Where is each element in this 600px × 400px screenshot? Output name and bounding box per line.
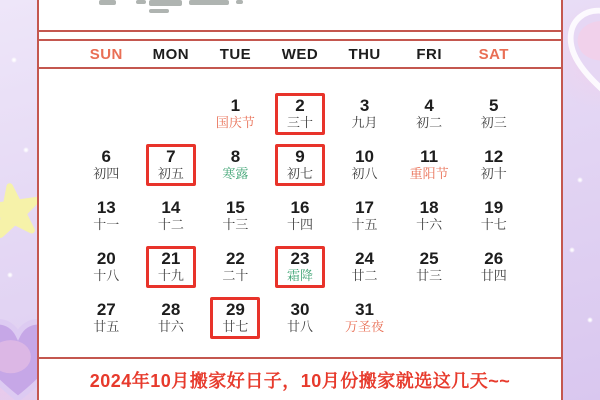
day-lunar-label: 十八 bbox=[93, 267, 120, 283]
day-number: 10 bbox=[355, 146, 375, 166]
calendar-day-4 bbox=[404, 93, 454, 135]
day-number: 4 bbox=[424, 95, 434, 115]
calendar-day-6 bbox=[81, 144, 131, 186]
day-number: 3 bbox=[359, 95, 370, 115]
weekday-thu: THU bbox=[348, 45, 381, 63]
day-lunar-label: 重阳节 bbox=[409, 165, 449, 181]
day-content bbox=[469, 93, 519, 135]
day-number: 25 bbox=[419, 248, 439, 268]
weekday-wed: WED bbox=[281, 45, 319, 63]
day-number: 17 bbox=[355, 197, 375, 217]
day-lunar-label: 十九 bbox=[157, 267, 184, 283]
calendar-day-7 bbox=[146, 144, 196, 186]
banner-text: 2024年10月搬家好日子，10月份搬家就选这几天~~ bbox=[89, 371, 511, 391]
day-content bbox=[404, 246, 454, 288]
calendar-day-2 bbox=[275, 93, 325, 135]
day-number: 24 bbox=[355, 248, 375, 268]
calendar-day-11 bbox=[404, 144, 455, 186]
day-number: 21 bbox=[161, 248, 181, 268]
day-number: 6 bbox=[101, 146, 112, 166]
day-number: 12 bbox=[484, 146, 504, 166]
calendar-day-24 bbox=[340, 246, 390, 288]
day-content bbox=[81, 195, 131, 237]
day-number: 14 bbox=[161, 197, 181, 217]
calendar-day-29 bbox=[210, 297, 260, 339]
day-lunar-label: 霜降 bbox=[286, 267, 313, 283]
day-lunar-label: 廿四 bbox=[480, 267, 507, 283]
day-number: 11 bbox=[420, 146, 439, 166]
day-lunar-label: 初五 bbox=[157, 165, 184, 181]
day-lunar-label: 万圣夜 bbox=[345, 318, 385, 334]
calendar-day-19 bbox=[469, 195, 519, 237]
calendar-day-22 bbox=[210, 246, 260, 288]
day-number: 22 bbox=[225, 248, 245, 268]
day-lunar-label: 二十 bbox=[222, 267, 249, 283]
calendar-day-20 bbox=[81, 246, 131, 288]
day-number: 27 bbox=[96, 299, 116, 319]
weekday-mon: MON bbox=[152, 45, 190, 63]
calendar-day-13 bbox=[81, 195, 131, 237]
calendar-day-10 bbox=[340, 144, 390, 186]
day-lunar-label: 十二 bbox=[157, 216, 184, 232]
calendar-day-30 bbox=[275, 297, 325, 339]
day-content bbox=[275, 195, 325, 237]
day-lunar-label: 廿五 bbox=[93, 318, 120, 334]
day-content bbox=[469, 144, 519, 186]
day-number: 5 bbox=[488, 95, 499, 115]
calendar-day-15 bbox=[210, 195, 260, 237]
day-number: 8 bbox=[230, 146, 241, 166]
calendar-day-27 bbox=[81, 297, 131, 339]
highlighted-day-box bbox=[275, 93, 325, 135]
day-lunar-label: 初三 bbox=[480, 114, 507, 130]
day-content bbox=[210, 195, 260, 237]
calendar-day-12 bbox=[469, 144, 519, 186]
day-number: 26 bbox=[484, 248, 504, 268]
calendar-day-31 bbox=[339, 297, 390, 339]
day-content bbox=[404, 195, 454, 237]
day-content bbox=[275, 297, 325, 339]
divider-line bbox=[39, 30, 561, 32]
calendar-day-25 bbox=[404, 246, 454, 288]
day-number: 19 bbox=[484, 197, 504, 217]
footer-banner bbox=[39, 357, 561, 400]
day-content bbox=[210, 246, 260, 288]
day-lunar-label: 十六 bbox=[416, 216, 443, 232]
highlighted-day-box bbox=[275, 246, 325, 288]
day-number: 18 bbox=[419, 197, 439, 217]
day-content bbox=[146, 297, 196, 339]
day-lunar-label: 国庆节 bbox=[215, 114, 255, 130]
highlighted-day-box bbox=[146, 144, 196, 186]
day-content bbox=[81, 297, 131, 339]
calendar-grid bbox=[74, 88, 526, 343]
day-lunar-label: 初二 bbox=[416, 114, 443, 130]
day-content bbox=[340, 195, 390, 237]
day-content bbox=[340, 246, 390, 288]
day-number: 28 bbox=[161, 299, 181, 319]
day-lunar-label: 廿八 bbox=[286, 318, 313, 334]
calendar-day-21 bbox=[146, 246, 196, 288]
weekday-tue: TUE bbox=[219, 45, 252, 63]
day-content bbox=[339, 297, 390, 339]
calendar-day-1 bbox=[210, 93, 261, 135]
calendar-day-8 bbox=[210, 144, 260, 186]
day-number: 9 bbox=[295, 146, 305, 166]
day-content bbox=[210, 93, 261, 135]
day-lunar-label: 廿三 bbox=[416, 267, 443, 283]
day-number: 29 bbox=[225, 299, 245, 319]
day-number: 7 bbox=[166, 146, 176, 166]
day-number: 31 bbox=[355, 299, 375, 319]
day-lunar-label: 初八 bbox=[351, 165, 378, 181]
day-lunar-label: 初十 bbox=[480, 165, 507, 181]
calendar-day-14 bbox=[146, 195, 196, 237]
weekday-sun: SUN bbox=[89, 45, 123, 63]
day-content bbox=[81, 246, 131, 288]
day-lunar-label: 十五 bbox=[351, 216, 378, 232]
day-lunar-label: 廿六 bbox=[157, 318, 184, 334]
day-content bbox=[146, 195, 196, 237]
day-content bbox=[81, 144, 131, 186]
day-number: 13 bbox=[96, 197, 116, 217]
day-lunar-label: 十七 bbox=[480, 216, 507, 232]
day-lunar-label: 十一 bbox=[93, 216, 120, 232]
day-number: 30 bbox=[290, 299, 310, 319]
day-number: 15 bbox=[225, 197, 245, 217]
day-number: 1 bbox=[230, 95, 241, 115]
day-content bbox=[210, 144, 260, 186]
day-lunar-label: 十四 bbox=[286, 216, 313, 232]
calendar-day-5 bbox=[469, 93, 519, 135]
day-number: 2 bbox=[295, 95, 305, 115]
day-content bbox=[469, 195, 519, 237]
day-lunar-label: 九月 bbox=[351, 114, 378, 130]
weekday-sat: SAT bbox=[478, 45, 509, 63]
day-content bbox=[469, 246, 519, 288]
highlighted-day-box bbox=[275, 144, 325, 186]
day-lunar-label: 三十 bbox=[286, 114, 313, 130]
day-lunar-label: 初七 bbox=[286, 165, 313, 181]
day-lunar-label: 廿二 bbox=[351, 267, 378, 283]
day-lunar-label: 廿七 bbox=[222, 318, 249, 334]
calendar-day-28 bbox=[146, 297, 196, 339]
day-lunar-label: 寒露 bbox=[222, 165, 249, 181]
calendar-card bbox=[37, 0, 563, 400]
day-number: 20 bbox=[96, 248, 116, 268]
calendar-day-3 bbox=[340, 93, 390, 135]
day-content bbox=[404, 93, 454, 135]
calendar-day-23 bbox=[275, 246, 325, 288]
day-number: 16 bbox=[290, 197, 310, 217]
day-content bbox=[340, 93, 390, 135]
day-number: 23 bbox=[290, 248, 310, 268]
day-lunar-label: 十三 bbox=[222, 216, 249, 232]
highlighted-day-box bbox=[210, 297, 260, 339]
calendar-day-18 bbox=[404, 195, 454, 237]
weekday-fri: FRI bbox=[416, 45, 443, 63]
calendar-day-16 bbox=[275, 195, 325, 237]
day-content bbox=[404, 144, 455, 186]
highlighted-day-box bbox=[146, 246, 196, 288]
weekday-header-row bbox=[39, 39, 561, 69]
calendar-day-26 bbox=[469, 246, 519, 288]
calendar-day-17 bbox=[340, 195, 390, 237]
heart-outline-icon bbox=[566, 6, 600, 122]
day-lunar-label: 初四 bbox=[93, 165, 120, 181]
day-content bbox=[340, 144, 390, 186]
calendar-day-9 bbox=[275, 144, 325, 186]
